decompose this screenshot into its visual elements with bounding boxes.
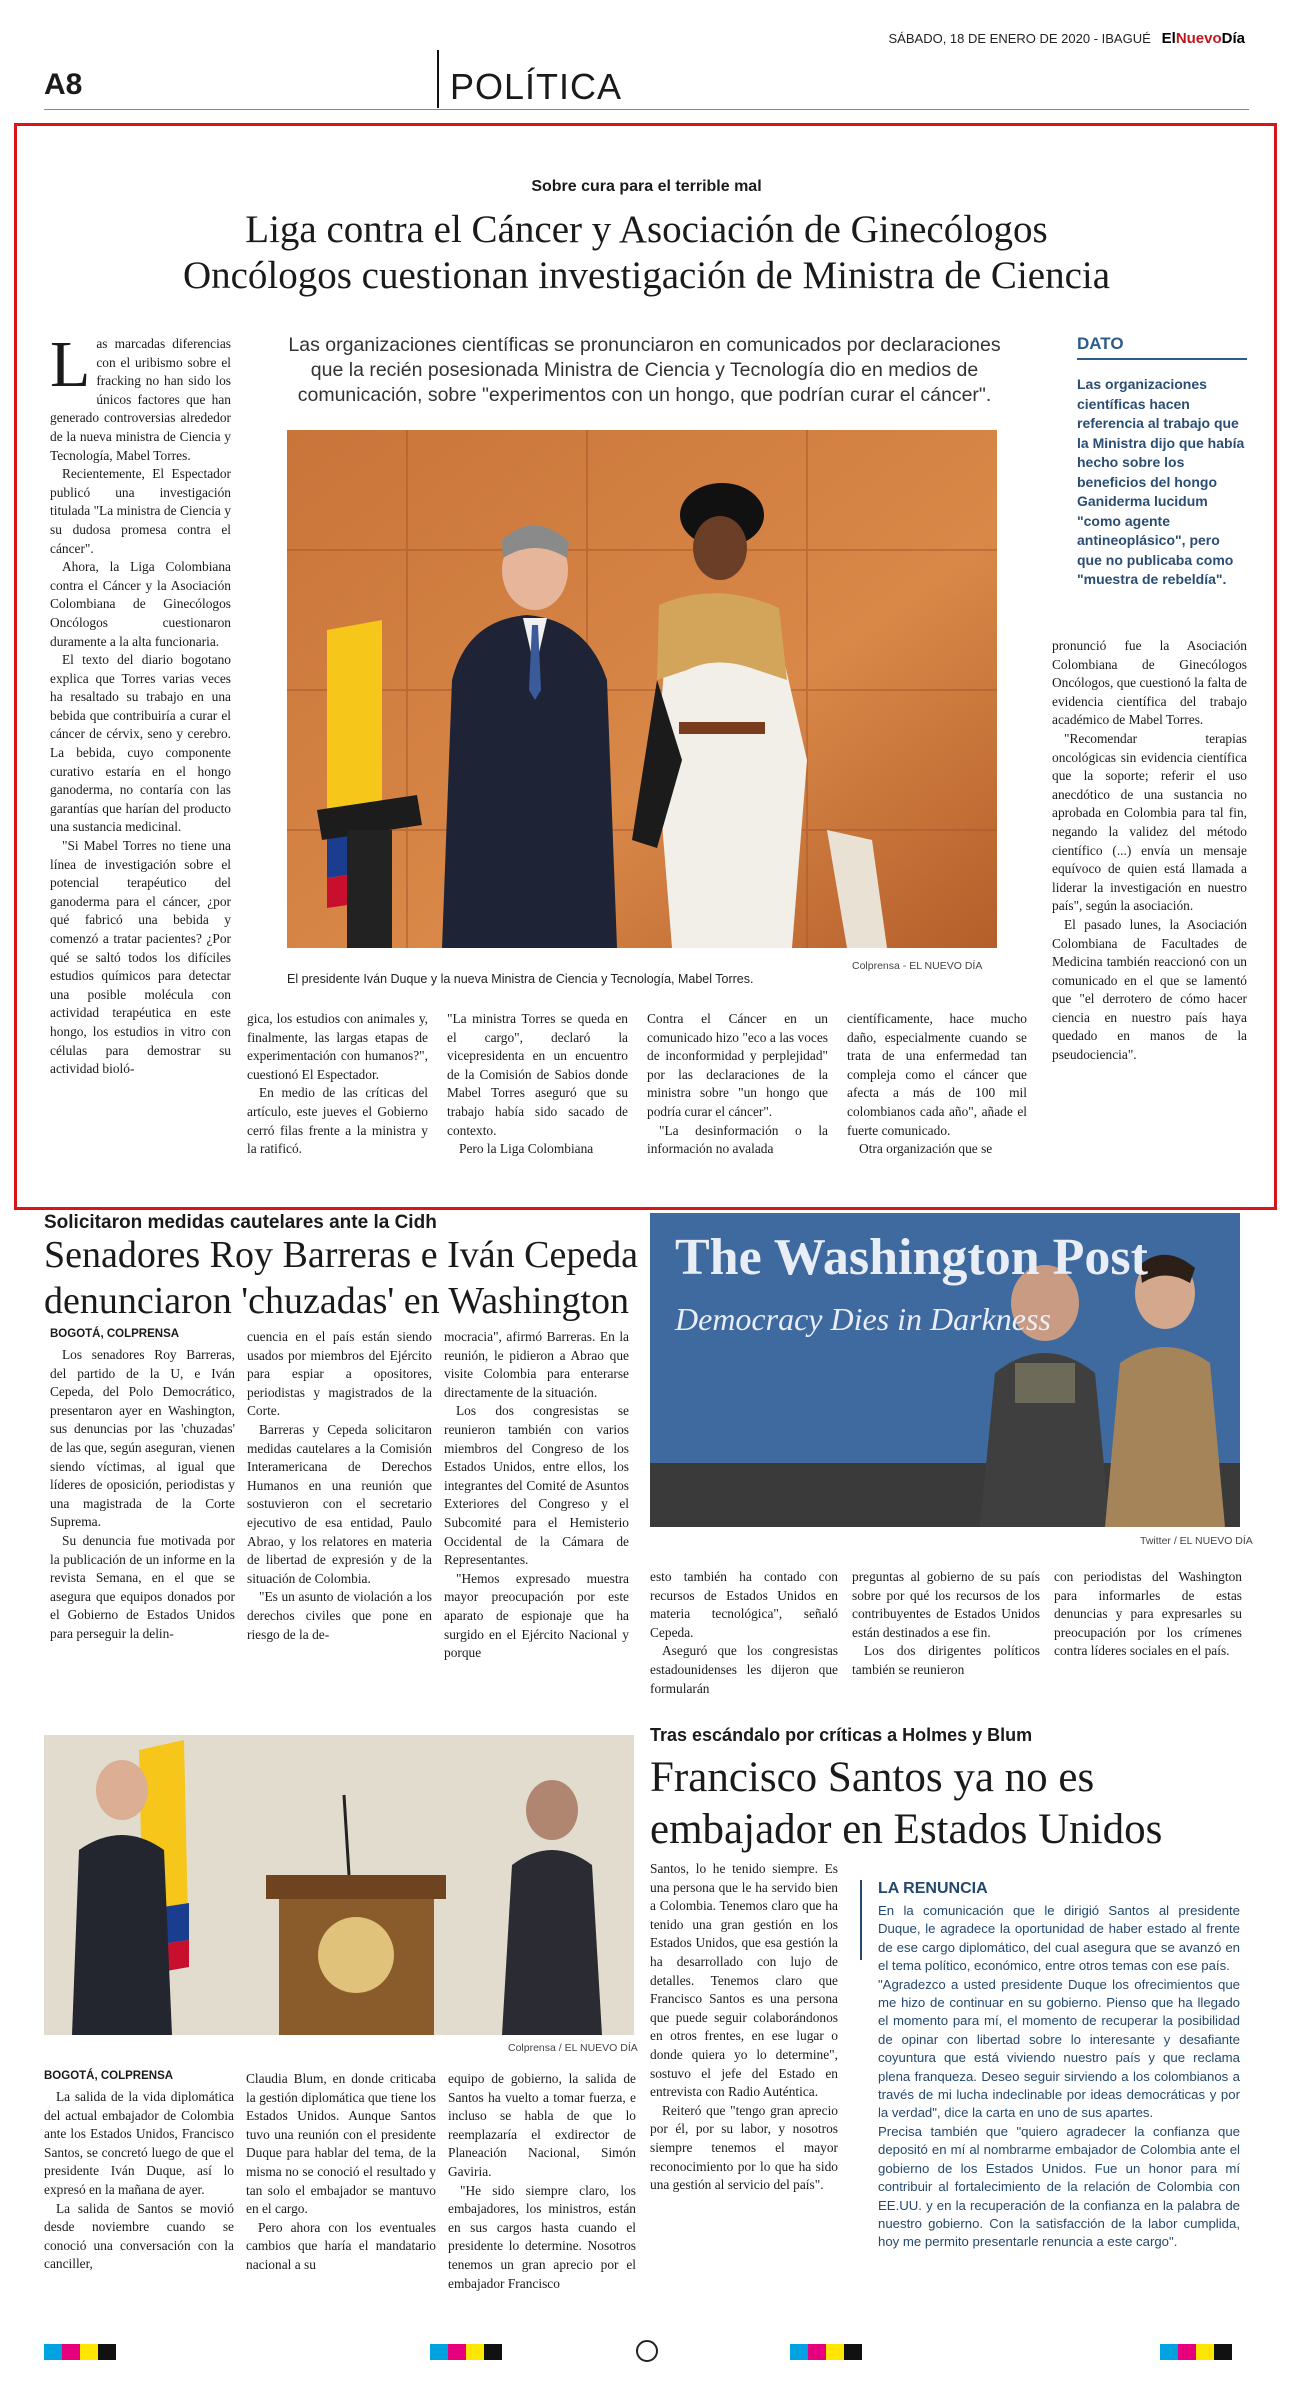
photo1-credit: Colprensa - EL NUEVO DÍA [852,960,983,972]
photo3-credit: Colprensa / EL NUEVO DÍA [508,2042,638,2054]
story3-column-3: equipo de gobierno, la salida de Santos ha vuelto a tomar fuerza, e incluso se habla de que lo reemplazaría el exdirector de Planeación Nacional, Simón Gaviria. "He sido siempre claro, los embajadores, los ministros, están en sus cargos hasta cuando el presidente lo determine. Nosotros tenemos un gran aprecio por el embajador Francisco [448,2071,636,2291]
story2-column-1: Los senadores Roy Barreras, del partido de la U, e Iván Cepeda, del Polo Democrático, presentaron ayer en Washington, sus denuncias por las 'chuzadas' de las que, según aseguran, vienen siendo víctimas, al igual que líderes de oposición, periodistas y una magistrada de la Corte Suprema. Su denuncia fue motivada por la publicación de un informe en la revista Semana, en el que se asegura que equipos donados por el Gobierno de Estados Unidos para perseguir la delin- [50,1347,235,1641]
story1-deck: Las organizaciones científicas se pronunciaron en comunicados por declaraciones que la recién posesionada Ministra de Ciencia y Tecnología dio en medios de comunicación, sobre "experimentos con un hongo, que podrían curar el cáncer". [288,334,1001,406]
story3-column-2: Claudia Blum, en donde criticaba la gestión diplomática que tiene los Estados Unidos. Aunque Santos tuvo una reunión con el presidente Duque para hablar del tema, de la misma no se conoció el resultado y tan solo el embajador se mantuvo en el cargo. Pero ahora con los eventuales cambios que haría el mandatario nacional a su [246,2071,436,2272]
section-divider [437,50,439,108]
story2-byline: BOGOTÁ, COLPRENSA [50,1328,180,1340]
story1-column-3: "La ministra Torres se queda en el cargo", declaró la vicepresidenta en un encuentro de la Comisión de Sabios donde Mabel Torres aseguró que su trabajo había sido sacado de contexto. Pero la Liga Colombiana [447,1011,628,1157]
story1-column-2: gica, los estudios con animales y, finalmente, las largas etapas de experimentación con humanos?", cuestionó El Espectador. En medio de las críticas del artículo, este jueves el Gobierno cerró filas frente a la ministra y la ratificó. [247,1011,428,1157]
story2-column-5: preguntas al gobierno de su país sobre por qué los recursos de los contribuyentes de Estados Unidos están destinados a ese fin. Los dos dirigentes políticos también se reunieron [852,1569,1040,1677]
story1-column-5: científicamente, hace mucho daño, especialmente cuando se trata de una enfermedad tan compleja como el cáncer que afecta a más de 100 mil colombianos cada año", añade el fuerte comunicado. Otra organización que se [847,1011,1027,1157]
photo2-masthead: The Washington Post [675,1229,1148,1286]
dato-text: Las organizaciones científicas hacen referencia al trabajo que la Ministra dijo que había hecho sobre los beneficios del hongo Ganiderma lucidum "como agente antineoplásico", pero que no publicaba como "muestra de rebeldía". [1077,376,1245,587]
story1-headline-line1: Liga contra el Cáncer y Asociación de Ginecólogos [245,208,1048,251]
story1-column-6: pronunció fue la Asociación Colombiana de Ginecólogos Oncólogos, que cuestionó la falta de evidencia científica del trabajo académico de Mabel Torres. "Recomendar terapias oncológicas sin evidencia científica que la soporte; referir el uso anecdótico de una sustancia no aprobada en Colombia para tal fin, negando la validez del método científico (...) envía un mensaje equívoco de quien está llamada a liderar la investigación en nuestro país", según la asociación. El pasado lunes, la Asociación Colombiana de Facultades de Medicina también reaccionó con un comunicado en el que se lamentó que "el derrotero de cómo hacer ciencia en nuestro país haya quedado en manos de la pseudociencia". [1052,638,1247,1063]
renuncia-bar [860,1880,862,1960]
story2-column-6: con periodistas del Washington para informarles de estas denuncias y para expresarles su preocupación por los crímenes contra líderes sociales en el país. [1054,1569,1242,1659]
section-title: POLÍTICA [450,66,623,107]
story2-column-2: cuencia en el país están siendo usados por miembros del Ejército para espiar a opositores, periodistas y magistrados de la Corte. Barreras y Cepeda solicitaron medidas cautelares a la Comisión Interamericana de Derechos Humanos en una reunión que sostuvieron con el secretario ejecutivo de esa entidad, Paulo Abrao, y los relatores en materia de libertad de expresión y de la situación de Colombia. "Es un asunto de violación a los derechos civiles que pone en riesgo de la de- [247,1329,432,1642]
story1-column-1: Las marcadas diferencias con el uribismo sobre el fracking no han sido los únicos factores que han generado controversias alrededor de la nueva ministra de Ciencia y Tecnología, Mabel Torres. Recientemente, El Espectador publicó una investigación titulada "La ministra de Ciencia y su dudosa promesa contra el cáncer". Ahora, la Liga Colombiana contra el Cáncer y la Asociación Colombiana de Ginecólogos Oncólogos cuestionaron duramente a la alta funcionaria. El texto del diario bogotano explica que Torres varias veces ha resaltado su trabajo en una bebida que contribuiría a curar el cáncer de cérvix, seno y cerebro. La bebida, cuyo componente curativo estaría en el hongo ganoderma, no contaría con las garantías que harían del producto una sustancia medicinal. "Si Mabel Torres no tiene una línea de investigación sobre el potencial terapéutico del ganoderma para el cáncer, ¿por qué fabricó una bebida y comenzó a tratar pacientes? ¿Por qué se saltó todos los difíciles estudios químicos para detectar una posible molécula con actividad terapéutica en este hongo, los estudios in vitro con células para demostrar su actividad bioló- [50,335,231,1077]
dato-rule [1077,358,1247,360]
color-registration-left [44,2344,116,2360]
dateline [889,30,1245,47]
story1-headline [40,207,1253,299]
story2-headline: Senadores Roy Barreras e Iván Cepeda denunciaron 'chuzadas' en Washington [44,1234,639,1322]
photo2-credit: Twitter / EL NUEVO DÍA [1140,1535,1253,1547]
dropcap: L [50,335,91,401]
story3-headline: Francisco Santos ya no es embajador en Estados Unidos [650,1754,1163,1853]
dato-label: DATO [1077,334,1124,353]
story3-byline: BOGOTÁ, COLPRENSA [44,2070,174,2082]
color-registration-far-right [1160,2344,1232,2360]
color-registration-mid [430,2344,502,2360]
story3-column-4: Santos, lo he tenido siempre. Es una persona que le ha servido bien a Colombia. Tenemos claro que ha tenido una gran gestión en los Estados Unidos, que esa gestión la ha desarrollado con lujo de detalles. Tenemos claro que Francisco Santos es una persona que puede seguir colaborándonos en otros frentes, en ese lugar o donde quiera yo lo determine", sostuvo el jefe del Estado en entrevista con Radio Auténtica. Reiteró que "tengo gran aprecio por él, por su labor, y nosotros siempre tenemos el mayor reconocimiento por lo que ha sido una gestión al servicio del país". [650,1861,838,2193]
page-number: A8 [44,68,83,101]
story2-column-3: mocracia", afirmó Barreras. En la reunión, le pidieron a Abrao que visite Colombia para enterarse directamente de la situación. Los dos congresistas se reunieron también con varios miembros del Congreso de los Estados Unidos, entre ellos, los integrantes del Comité de Asuntos Exteriores del Congreso y el Subcomité para el Hemisterio Occidental de la Cámara de Representantes. "Hemos expresado muestra mayor preocupación por este aparato de espionaje que ha surgido en el Ejército Nacional y porque [444,1329,629,1661]
renuncia-text: En la comunicación que le dirigió Santos al presidente Duque, le agradece la oportunidad de haber estado al frente de ese cargo diplomático, del cual asegura que se avanzó en el tema político, económico, entre otros temas con ese país. "Agradezco a usted presidente Duque los ofrecimientos que me hizo de continuar en su gobierno. Pienso que ha llegado el momento para mí, el momento de recuperar la posibilidad de opinar con libertad sobre lo interesante y desafiante coyuntura que está viviendo nuestro país y que reclama plena franqueza. Deseo seguir sirviendo a los colombianos a través de mi lucha indeclinable por ideas democráticas y por la verdad", dice la carta en uno de sus apartes. Precisa también que "quiero agradecer la confianza que depositó en mí al nombrarme embajador de Colombia ante el gobierno de los Estados Unidos. Fue un honor para mí contribuir al fortalecimiento de la relación de Colombia con EE.UU. y en la recuperación de la confianza en la palabra de nuestro gobierno. Con la satisfacción de la labor cumplida, hoy me permito presentarle renuncia a este cargo". [878,1903,1240,2250]
photo-santos [44,1735,634,2035]
story2-column-4: esto también ha contado con recursos de Estados Unidos en materia tecnológica", señaló Cepeda. Aseguró que los congresistas estadounidenses les dijeron que formularán [650,1569,838,1696]
story1-headline-line2: Oncólogos cuestionan investigación de Ministra de Ciencia [182,254,1111,297]
header-rule [44,109,1249,110]
registration-target-icon [636,2340,658,2362]
story1-column-4: Contra el Cáncer en un comunicado hizo "eco a las voces de inconformidad y perplejidad" por las declaraciones de la ministra sobre "un hongo que podría curar el cáncer". "La desinformación o la información no avalada [647,1011,828,1157]
story2-kicker: Solicitaron medidas cautelares ante la Cidh [44,1212,437,1233]
photo1-caption: El presidente Iván Duque y la nueva Ministra de Ciencia y Tecnología, Mabel Torres. [287,972,754,986]
renuncia-label: LA RENUNCIA [878,1880,988,1897]
date-text: SÁBADO, 18 DE ENERO DE 2020 - IBAGUÉ [888,31,1151,46]
photo-washington-post [650,1213,1240,1527]
story1-kicker: Sobre cura para el terrible mal [531,178,762,195]
story3-kicker: Tras escándalo por críticas a Holmes y Blum [650,1725,1033,1745]
photo-duque-torres [287,430,997,948]
story3-column-1: La salida de la vida diplomática del actual embajador de Colombia ante los Estados Unidos, Francisco Santos, se concretó luego de que el presidente Iván Duque, así lo expresó en la mañana de ayer. La salida de Santos se movió desde noviembre cuando se conoció una conversación con la canciller, [44,2089,234,2272]
color-registration-right [790,2344,862,2360]
brand-logo: ElNuevoDía [1161,30,1245,47]
photo2-slogan: Democracy Dies in Darkness [675,1301,1051,1337]
